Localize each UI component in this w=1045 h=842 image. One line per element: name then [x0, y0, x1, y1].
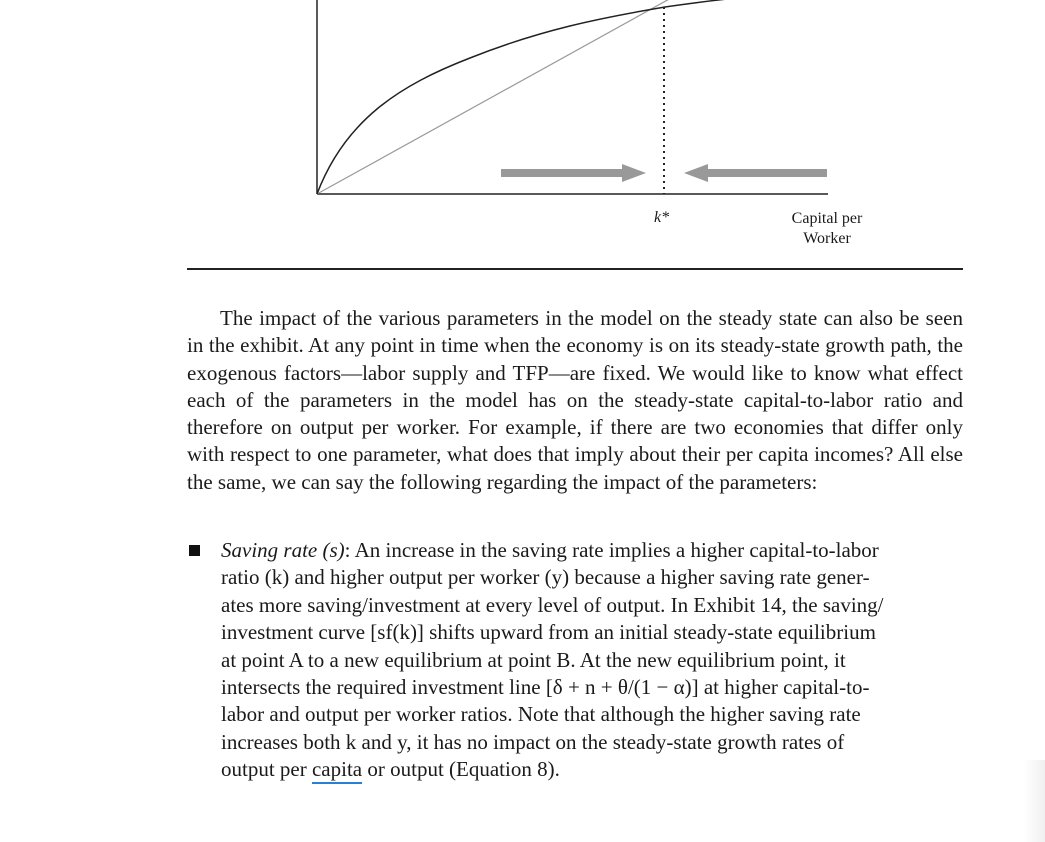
right-arrow-icon — [501, 164, 646, 182]
bullet-saving-rate — [187, 537, 963, 784]
bullet-line-4: investment curve [sf(k)] shifts upward from an initial steady-state equilibrium — [221, 620, 876, 645]
last-line-prefix: output per — [221, 757, 312, 782]
bullet-line-2: ratio (k) and higher output per worker (y) because a higher saving rate gener- — [221, 565, 870, 590]
left-arrow-icon — [684, 164, 827, 182]
bullet-line-1 — [221, 537, 943, 564]
underlined-word[interactable]: capita — [312, 757, 362, 784]
x-axis-label-line2: Worker — [803, 230, 851, 247]
bullet-line-9 — [221, 756, 943, 783]
required-investment-line — [317, 0, 700, 194]
k-star-label: k* — [654, 209, 670, 226]
steady-state-figure — [0, 0, 1045, 260]
bullet-line-8: increases both k and y, it has no impact on the steady-state growth rates of — [221, 729, 845, 754]
body-paragraph: The impact of the various parameters in the model on the steady state can also be seen in the exhibit. At any point in time when the economy is on its steady-state growth path, the exogenous factors—labor supply and TFP—are fixed. We would like to know what effect each of the parameters in the model has on the steady-state capital-to-labor ratio and therefore on output per worker. For example, if there are two economies that differ only with respect to one parameter, what does that imply about their per capita incomes? All else the same, we can say the following regarding the impact of the parameters: — [187, 306, 963, 494]
bullet-body — [221, 537, 943, 784]
last-line-suffix: or output (Equation 8). — [362, 757, 560, 782]
bullet-line-7: labor and output per worker ratios. Note that although the higher saving rate — [221, 702, 861, 727]
saving-investment-curve — [317, 0, 760, 194]
bullet-square-icon — [189, 545, 200, 556]
x-axis-label-line1: Capital per — [791, 210, 863, 227]
page-edge-shadow — [1023, 760, 1045, 842]
bullet-term: Saving rate (s) — [221, 538, 345, 562]
bullet-line-3: ates more saving/investment at every level of output. In Exhibit 14, the saving/ — [221, 592, 884, 617]
figure-bottom-rule — [187, 268, 963, 270]
bullet-line-text: : An increase in the saving rate implies a higher capital-to-labor — [344, 538, 879, 562]
bullet-line-6: intersects the required investment line [δ + n + θ/(1 − α)] at higher capital-to- — [221, 675, 870, 700]
bullet-line-5: at point A to a new equilibrium at point B. At the new equilibrium point, it — [221, 647, 846, 672]
